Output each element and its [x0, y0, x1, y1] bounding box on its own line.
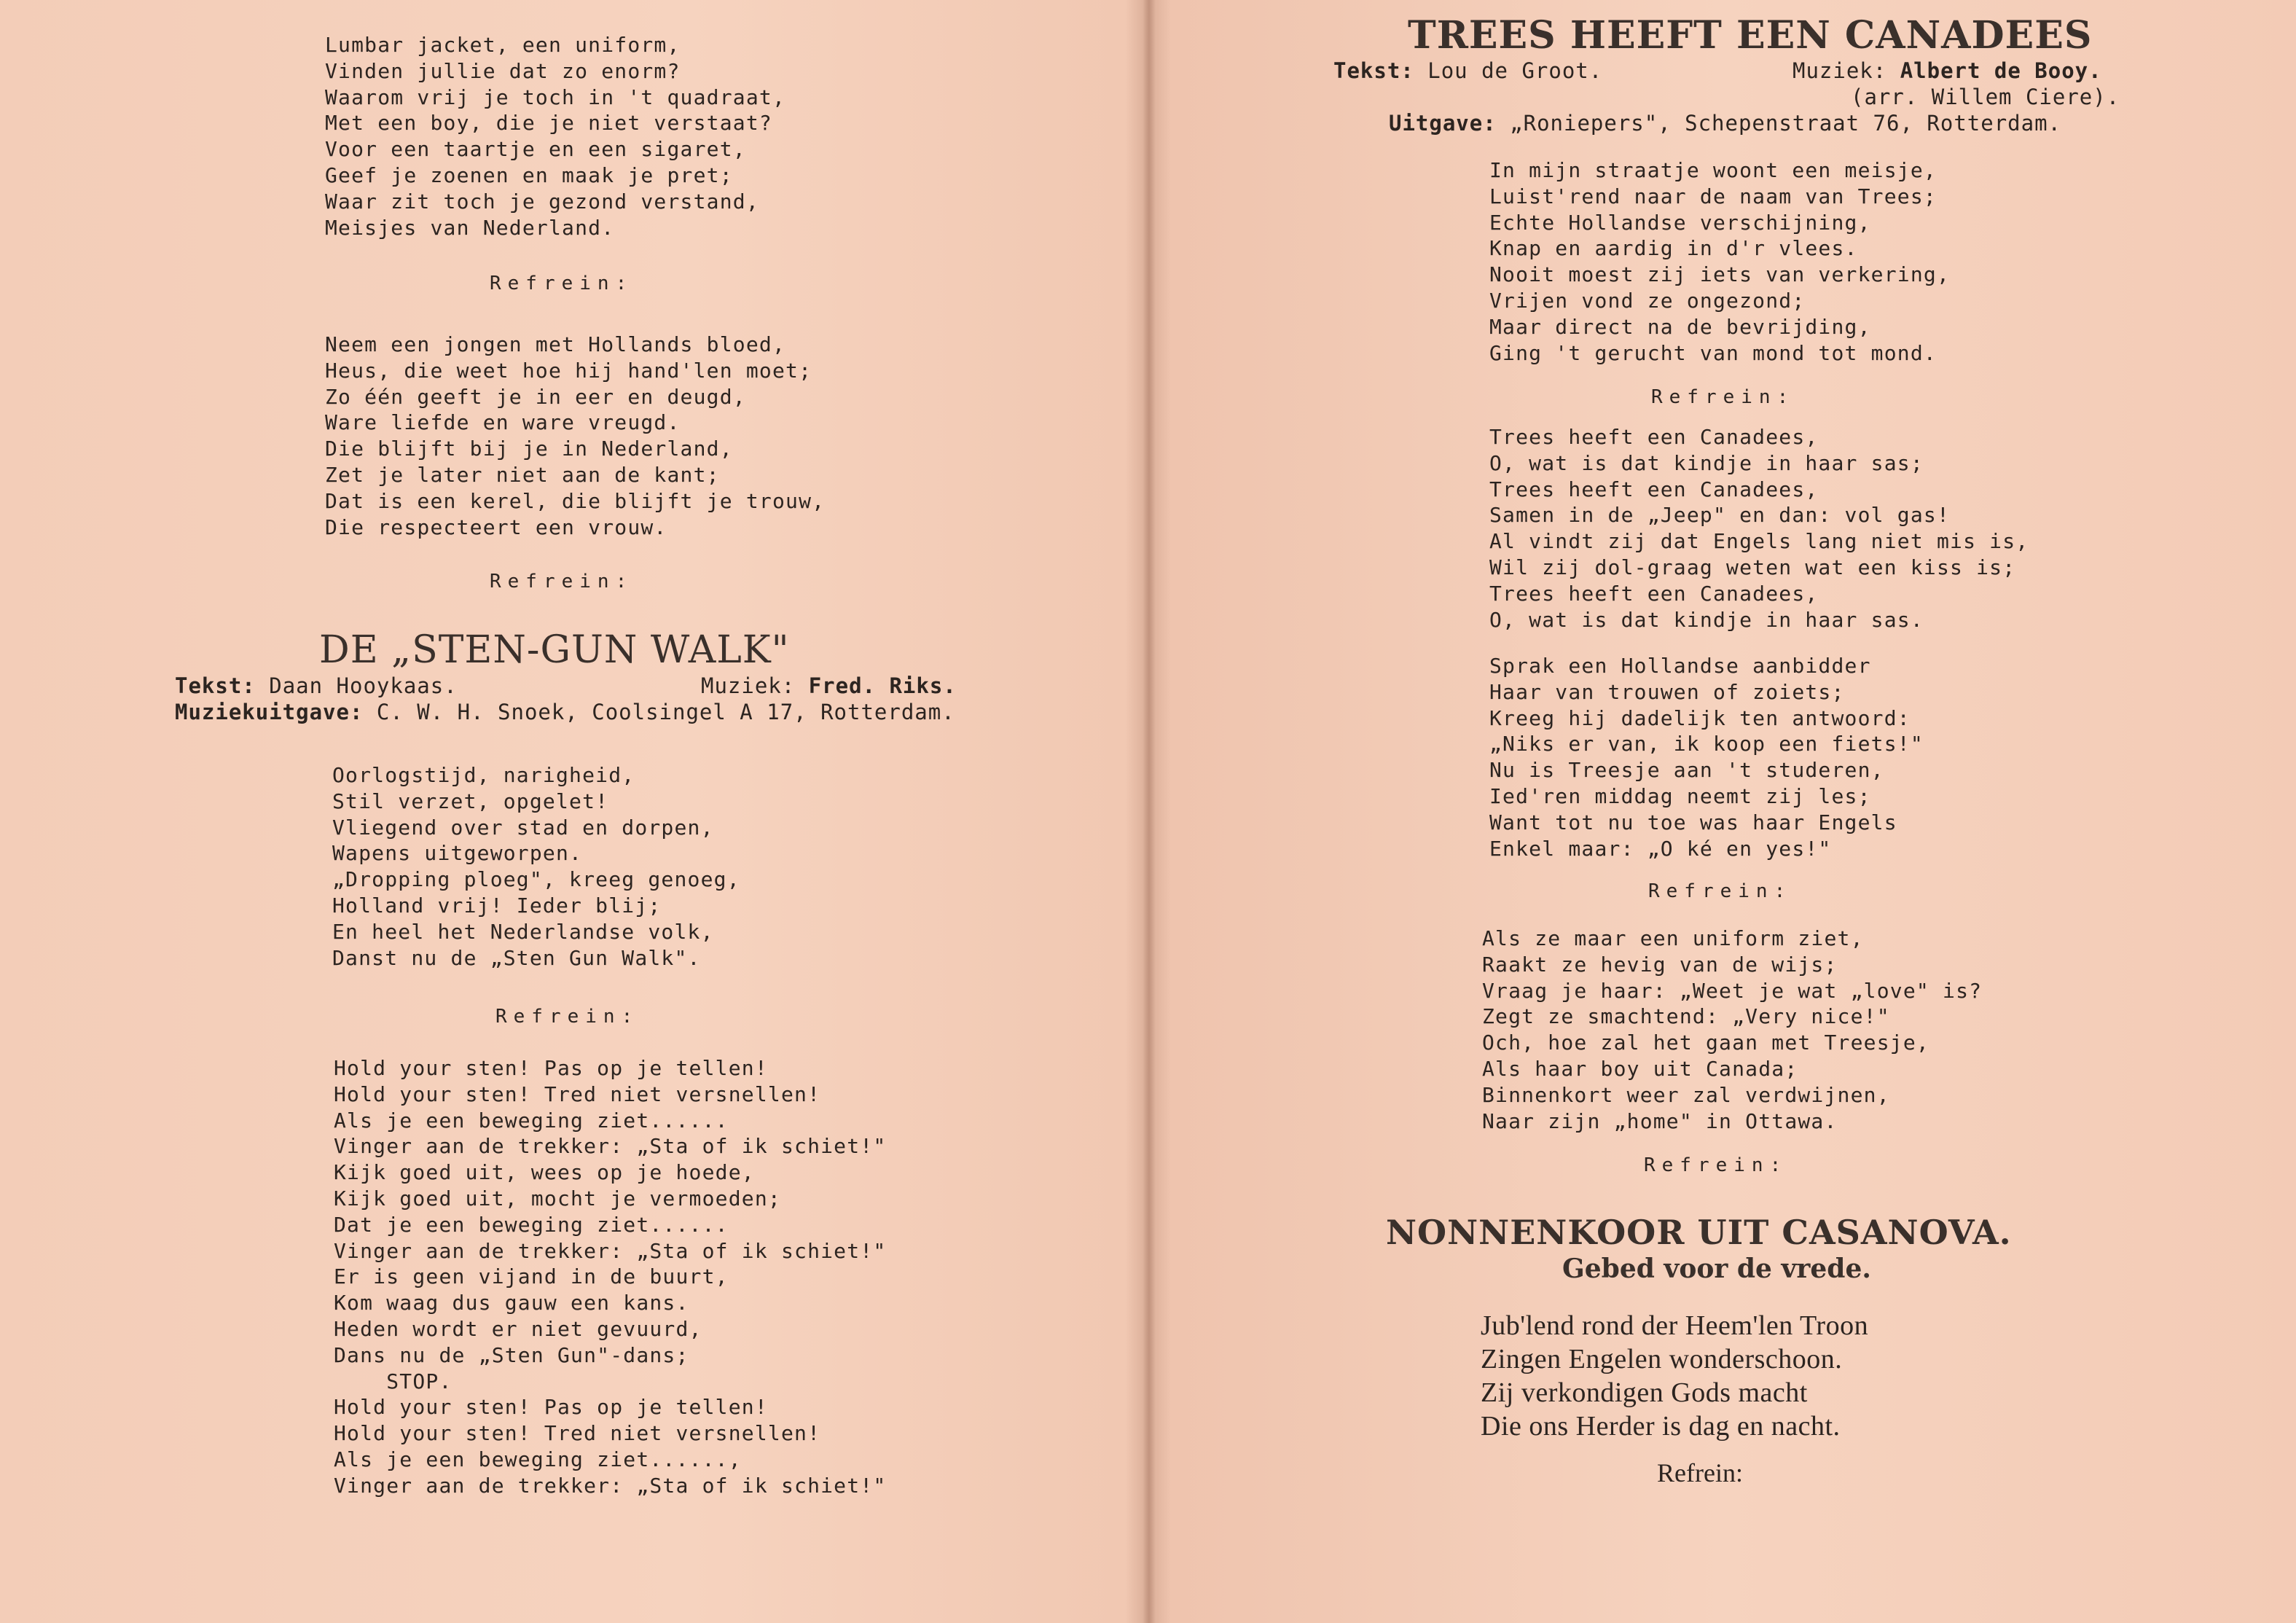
lyric-line: Dat je een beweging ziet...... — [334, 1212, 729, 1237]
lyric-line: Vliegend over stad en dorpen, — [332, 815, 714, 840]
credit-music-value: Albert de Booy. — [1900, 58, 2102, 83]
lyric-line: Zet je later niet aan de kant; — [325, 462, 720, 487]
lyric-line: Want tot nu toe was haar Engels — [1489, 810, 1897, 834]
lyric-line: Voor een taartje en een sigaret, — [325, 137, 746, 162]
refrain-label: Refrein: — [1644, 1154, 1788, 1176]
credit-lyrics-label: Tekst: — [175, 673, 256, 698]
lyric-line: Binnenkort weer zal verdwijnen, — [1482, 1082, 1890, 1107]
lyric-line: Vinger aan de trekker: „Sta of ik schiet!" — [334, 1134, 887, 1159]
lyric-line: Die respecteert een vrouw. — [325, 515, 667, 539]
lyric-line: Als haar boy uit Canada; — [1482, 1056, 1798, 1081]
lyric-line: Lumbar jacket, een uniform, — [325, 33, 681, 57]
lyric-line: Stil verzet, opgelet! — [332, 789, 609, 813]
lyric-line: Vraag je haar: „Weet je wat „love" is? — [1482, 978, 1983, 1003]
lyric-line: Och, hoe zal het gaan met Treesje, — [1482, 1030, 1929, 1055]
refrain-label: Refrein: — [1648, 880, 1792, 902]
lyric-line: Er is geen vijand in de buurt, — [334, 1264, 729, 1289]
lyric-line: O, wat is dat kindje in haar sas. — [1489, 607, 1924, 632]
credit-lyrics — [1333, 58, 1602, 83]
credit-lyrics-label: Tekst: — [1333, 58, 1414, 83]
lyric-line: Echte Hollandse verschijning, — [1489, 210, 1871, 235]
lyric-line: Hold your sten! Pas op je tellen! — [334, 1395, 768, 1420]
credit-music-label: Muziek: — [1792, 58, 1887, 83]
lyric-line: Als je een beweging ziet......, — [334, 1447, 742, 1471]
lyric-line: Nu is Treesje aan 't studeren, — [1489, 758, 1884, 783]
credit-publisher-value: C. W. H. Snoek, Coolsingel A 17, Rotterdam. — [376, 700, 955, 724]
lyric-line: Trees heeft een Canadees, — [1489, 477, 1819, 501]
lyric-line: Als je een beweging ziet...... — [334, 1108, 729, 1133]
credit-publisher-label: Uitgave: — [1389, 111, 1497, 136]
refrain-label: Refrein: — [495, 1006, 640, 1028]
verse-lumbar-jacket — [325, 32, 785, 240]
lyric-line: Jub'lend rond der Heem'len Troon — [1481, 1310, 1869, 1341]
verse-hollands-bloed — [325, 332, 825, 540]
lyric-line: Maar direct na de bevrijding, — [1489, 314, 1871, 339]
lyric-line: Vrijen vond ze ongezond; — [1489, 288, 1806, 313]
verse-uniform — [1482, 926, 1982, 1134]
credit-publisher — [175, 700, 955, 724]
lyric-line: Naar zijn „home" in Ottawa. — [1482, 1108, 1838, 1133]
credit-lyrics-value: Daan Hooykaas. — [269, 673, 458, 698]
right-page — [1151, 0, 2296, 1623]
lyric-line: Raakt ze hevig van de wijs; — [1482, 952, 1838, 977]
lyric-line: En heel het Nederlandse volk, — [332, 919, 714, 944]
lyric-line: Zij verkondigen Gods macht — [1481, 1377, 1808, 1408]
lyric-line: Ging 't gerucht van mond tot mond. — [1489, 340, 1937, 365]
refrain-label: Refrein: — [490, 571, 634, 593]
song-title-nonnenkoor: NONNENKOOR UIT CASANOVA. — [1386, 1213, 2012, 1252]
credit-music — [1792, 58, 2102, 83]
lyric-line: Waar zit toch je gezond verstand, — [325, 189, 759, 214]
credit-music — [701, 673, 957, 698]
lyric-line: Dans nu de „Sten Gun"-dans; — [334, 1342, 689, 1367]
lyric-line: Geef je zoenen en maak je pret; — [325, 163, 733, 187]
refrain-label: Refrein: — [1657, 1458, 1743, 1487]
lyric-line: Vinden jullie dat zo enorm? — [325, 58, 681, 83]
lyric-line: „Niks er van, ik koop een fiets!" — [1489, 732, 1924, 756]
chorus-trees-heeft-een-canadees — [1489, 424, 2029, 633]
lyric-line: Holland vrij! Ieder blij; — [332, 893, 662, 918]
lyric-line: Oorlogstijd, narigheid, — [332, 763, 635, 787]
verse-oorlogstijd — [332, 762, 740, 971]
lyric-line: Samen in de „Jeep" en dan: vol gas! — [1489, 503, 1951, 528]
lyric-line: Haar van trouwen of zoiets; — [1489, 679, 1845, 704]
lyric-line: Zo één geeft je in eer en deugd, — [325, 384, 746, 409]
lyric-line: Dat is een kerel, die blijft je trouw, — [325, 488, 826, 513]
lyric-line: Met een boy, die je niet verstaat? — [325, 111, 772, 136]
lyric-line: Heden wordt er niet gevuurd, — [334, 1316, 702, 1341]
lyric-line: Trees heeft een Canadees, — [1489, 581, 1819, 606]
lyric-line: Vinger aan de trekker: „Sta of ik schiet!" — [334, 1238, 887, 1263]
lyric-line: Sprak een Hollandse aanbidder — [1489, 654, 1871, 678]
lyric-line: Hold your sten! Tred niet versnellen! — [334, 1421, 821, 1446]
lyric-line: Ware liefde en ware vreugd. — [325, 410, 681, 435]
lyric-line: In mijn straatje woont een meisje, — [1489, 158, 1937, 182]
song-subtitle-gebed: Gebed voor de vrede. — [1562, 1254, 1871, 1284]
lyric-line: Trees heeft een Canadees, — [1489, 425, 1819, 449]
lyric-line: Kijk goed uit, mocht je vermoeden; — [334, 1186, 781, 1211]
lyric-line: Luist'rend naar de naam van Trees; — [1489, 184, 1937, 208]
lyric-line: Zingen Engelen wonderschoon. — [1481, 1344, 1843, 1374]
credit-music-label: Muziek: — [701, 673, 796, 698]
lyric-line: Waarom vrij je toch in 't quadraat, — [325, 85, 786, 109]
lyric-line: Wil zij dol-graag weten wat een kiss is; — [1489, 555, 2016, 579]
lyric-line: Kreeg hij dadelijk ten antwoord: — [1489, 705, 1911, 730]
song-title-trees-heeft-een-canadees: TREES HEEFT EEN CANADEES — [1408, 13, 2093, 58]
lyric-line: Ied'ren middag neemt zij les; — [1489, 783, 1871, 808]
lyric-line: Al vindt zij dat Engels lang niet mis is, — [1489, 529, 2029, 554]
refrain-label: Refrein: — [490, 273, 634, 294]
verse-hollandse-aanbidder — [1489, 653, 1924, 861]
verse-jublend — [1481, 1309, 1868, 1443]
lyric-line: Die ons Herder is dag en nacht. — [1481, 1411, 1841, 1442]
lyric-line: O, wat is dat kindje in haar sas; — [1489, 450, 1924, 475]
lyric-line: Hold your sten! Tred niet versnellen! — [334, 1082, 821, 1106]
lyric-line: Enkel maar: „O ké en yes!" — [1489, 836, 1832, 861]
lyric-line: Die blijft bij je in Nederland, — [325, 437, 733, 461]
lyric-line: Neem een jongen met Hollands bloed, — [325, 332, 786, 356]
credit-music-value: Fred. Riks. — [808, 673, 957, 698]
song-title-sten-gun-walk: DE „STEN-GUN WALK" — [319, 628, 790, 672]
lyric-line: Hold your sten! Pas op je tellen! — [334, 1056, 768, 1080]
lyric-line: Heus, die weet hoe hij hand'len moet; — [325, 358, 812, 383]
lyric-line: „Dropping ploeg", kreeg genoeg, — [332, 867, 740, 892]
lyric-line: Zegt ze smachtend: „Very nice!" — [1482, 1004, 1890, 1029]
lyric-line: Meisjes van Nederland. — [325, 215, 615, 240]
credit-arranger: (arr. Willem Ciere). — [1851, 85, 2120, 109]
lyric-line: Kom waag dus gauw een kans. — [334, 1291, 689, 1315]
lyric-line: Vinger aan de trekker: „Sta of ik schiet!" — [334, 1473, 887, 1498]
lyric-line: Wapens uitgeworpen. — [332, 841, 583, 866]
credit-lyrics — [175, 673, 458, 698]
refrain-label: Refrein: — [1651, 386, 1795, 408]
credit-lyrics-value: Lou de Groot. — [1427, 58, 1603, 83]
lyric-line: Danst nu de „Sten Gun Walk". — [332, 945, 701, 970]
lyric-line: STOP. — [334, 1369, 452, 1393]
lyric-line: Nooit moest zij iets van verkering, — [1489, 262, 1951, 287]
lyric-line: Kijk goed uit, wees op je hoede, — [334, 1160, 755, 1185]
lyric-line: Knap en aardig in d'r vlees. — [1489, 236, 1858, 261]
credit-publisher — [1389, 111, 2061, 136]
credit-publisher-value: „Roniepers", Schepenstraat 76, Rotterdam. — [1510, 111, 2061, 136]
credit-publisher-label: Muziekuitgave: — [175, 700, 364, 724]
lyric-line: Als ze maar een uniform ziet, — [1482, 926, 1864, 950]
verse-in-mijn-straatje — [1489, 157, 1950, 366]
verse-hold-your-sten — [334, 1055, 886, 1499]
